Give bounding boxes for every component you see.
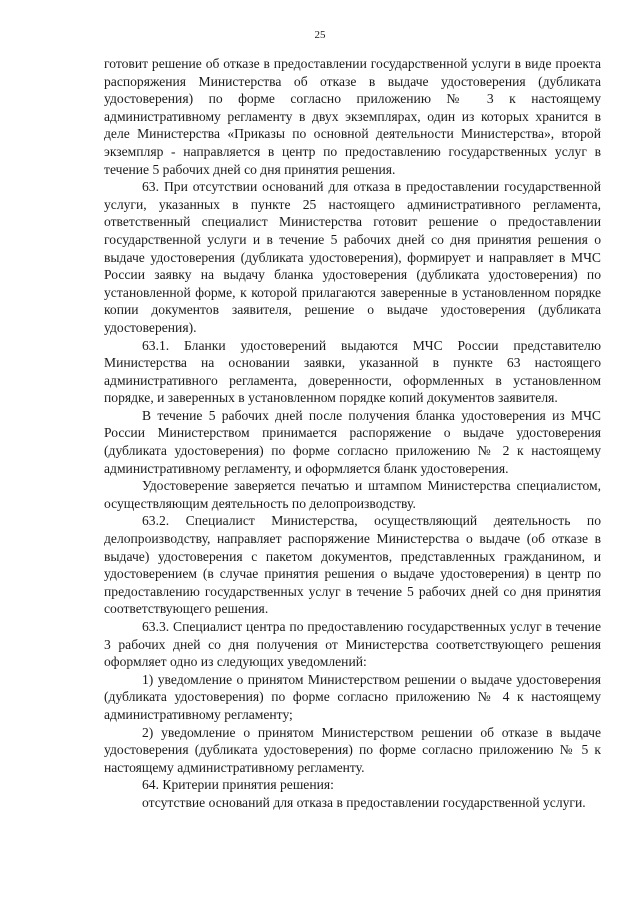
document-body [104,55,601,812]
paragraph-item-63-1: 63.1. Бланки удостоверений выдаются МЧС России представителю Министерства на основании заявки, указанной в пункте 63 настоящего административного регламента, доверенности, оформленных в установленном порядке, и заверенных в установленном порядке копий документов заявителя. [104,337,601,406]
paragraph-certificate-sealed: Удостоверение заверяется печатью и штампом Министерства специалистом, осуществляющим деятельность по делопроизводству. [104,478,601,511]
paragraph-criteria: отсутствие оснований для отказа в предоставлении государственной услуги. [142,794,586,810]
list-item-2: 2) уведомление о принятом Министерством решении об отказе в выдаче удостоверения (дубликата удостоверения) по форме согласно приложению № 5 к настоящему административному регламенту. [104,724,601,775]
paragraph-item-63-3: 63.3. Специалист центра по предоставлению государственных услуг в течение 3 рабочих дней со дня получения от Министерства соответствующего решения оформляет одно из следующих уведомлений: [104,619,601,670]
paragraph-item-64: 64. Критерии принятия решения: [142,777,334,793]
paragraph-within-5-days: В течение 5 рабочих дней после получения бланка удостоверения из МЧС России Министерством принимается распоряжение о выдаче удостоверения (дубликата удостоверения) по форме согласно приложению № 2 к настоящему административному регламенту, и оформляется бланк удостоверения. [104,407,601,476]
page-number: 25 [314,29,326,41]
paragraph-item-63-2: 63.2. Специалист Министерства, осуществляющий деятельность по делопроизводству, направляет распоряжение Министерства о выдаче (об отказе в выдаче) удостоверения с пакетом документов, представленных гражданином, и удостоверением (в случае принятия решения о выдаче удостоверения) в центр по предоставлению государственных услуг в течение 5 рабочих дней со дня принятия соответствующего решения. [104,513,601,617]
paragraph-continuation: готовит решение об отказе в предоставлении государственной услуги в виде проекта распоряжения Министерства об отказе в выдаче удостоверения (дубликата удостоверения) по форме согласно приложению № 3 к настоящему административному регламенту в двух экземплярах, один из которых хранится в деле Министерства «Приказы по основной деятельности Министерства», второй экземпляр - направляется в центр по предоставлению государственных услуг в течение 5 рабочих дней со дня принятия решения. [104,56,601,177]
paragraph-item-63: 63. При отсутствии оснований для отказа в предоставлении государственной услуги, указанных в пункте 25 настоящего административного регламента, ответственный специалист Министерства готовит решение о предоставлении государственной услуги и в течение 5 рабочих дней со дня принятия решения о выдаче удостоверения (дубликата удостоверения), формирует и направляет в МЧС России заявку на выдачу бланка удостоверения (дубликата удостоверения) по установленной форме, к которой прилагаются заверенные в установленном порядке копии документов заявителя, решение о выдаче удостоверения (дубликата удостоверения). [104,179,601,335]
list-item-1: 1) уведомление о принятом Министерством решении о выдаче удостоверения (дубликата удостоверения) по форме согласно приложению № 4 к настоящему административному регламенту; [104,671,601,722]
